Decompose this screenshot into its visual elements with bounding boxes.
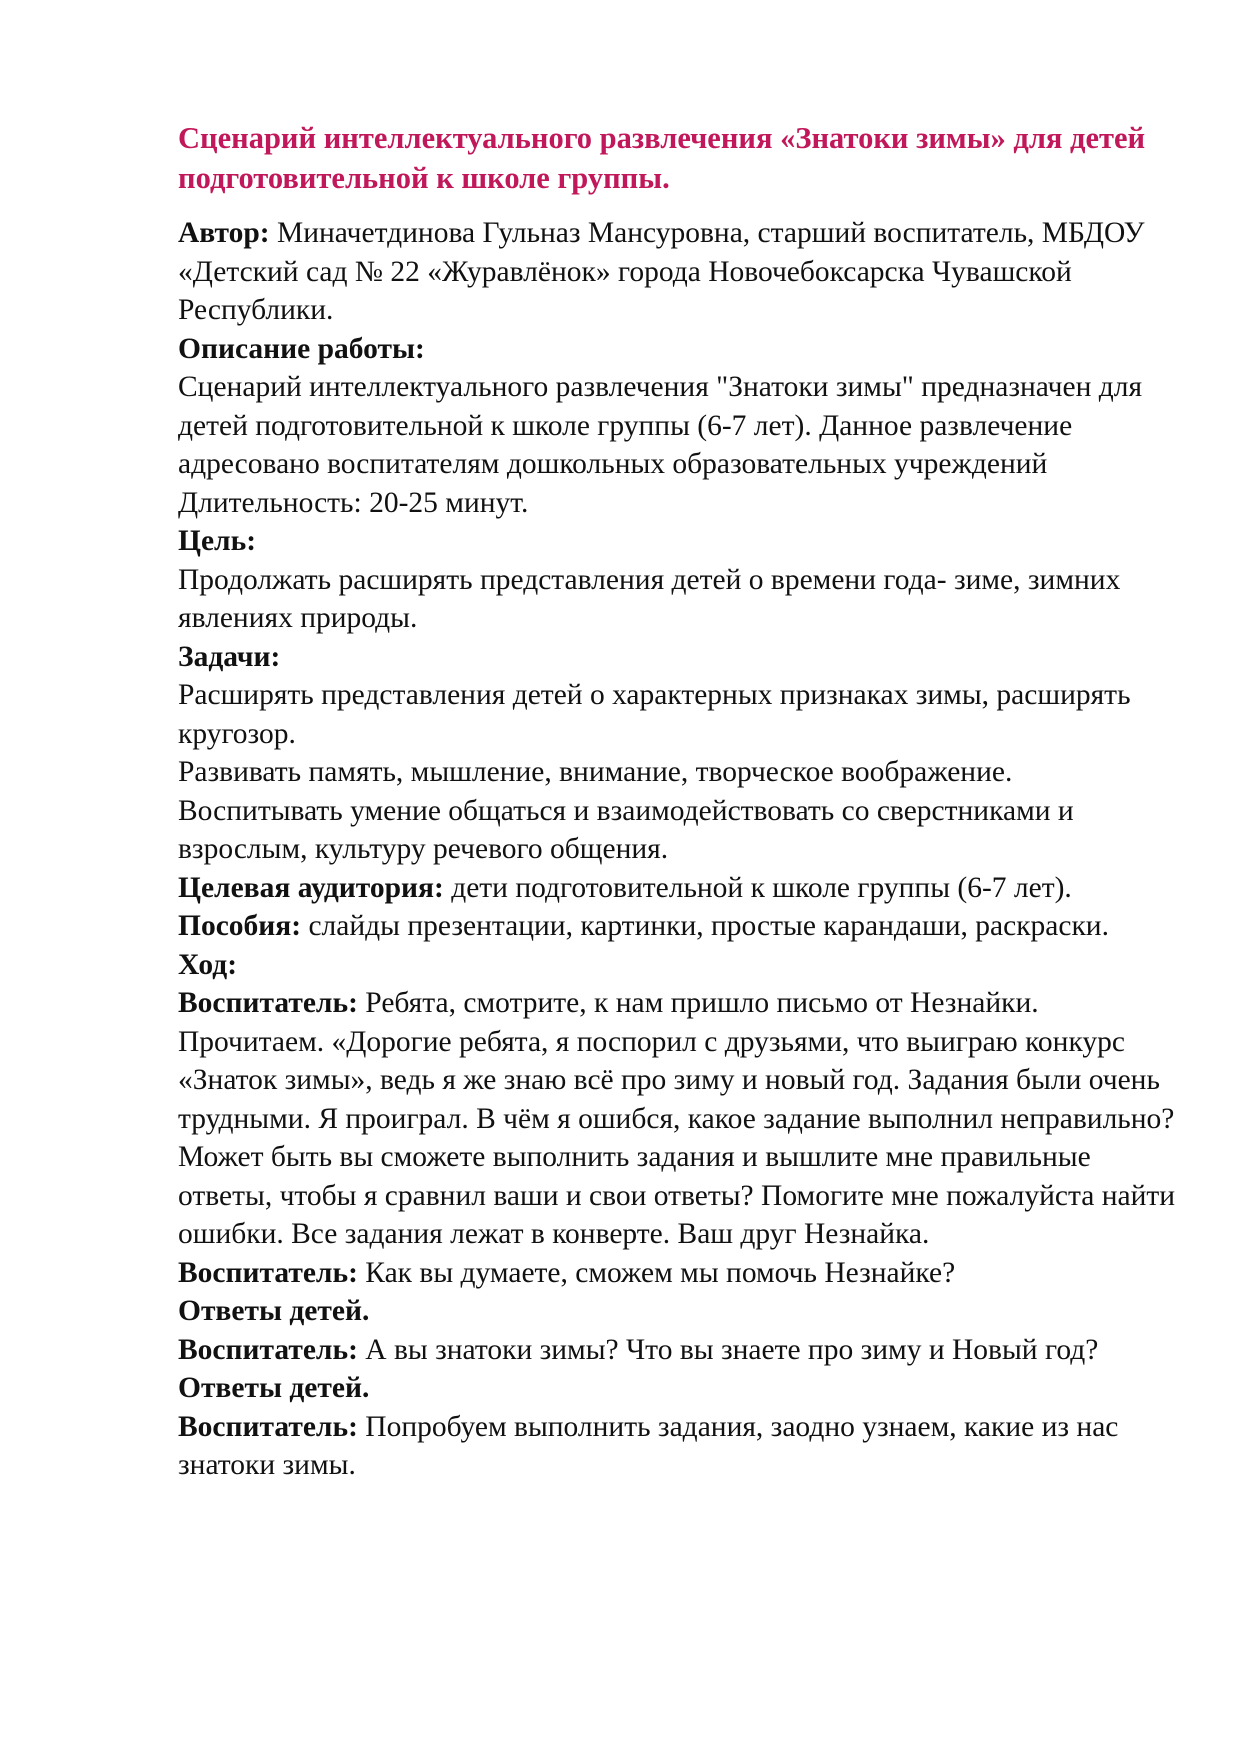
materials-label: Пособия: xyxy=(178,910,302,942)
materials-paragraph xyxy=(178,907,1178,946)
document-content xyxy=(178,118,1178,1485)
speaker-label: Воспитатель: xyxy=(178,1333,358,1366)
audience-text: дети подготовительной к школе группы (6-7 лет). xyxy=(443,871,1072,904)
description-text: Сценарий интеллектуального развлечения "Знатоки зимы" предназначен для детей подготовительной к школе группы (6-7 лет). Данное развлечение адресовано воспитателям дошкольных образовательных учреждений Длительность: 20-25 минут. xyxy=(178,371,1143,519)
goal-text: Продолжать расширять представления детей о времени года- зиме, зимних явлениях природы. xyxy=(178,563,1121,634)
speaker-label: Воспитатель: xyxy=(178,1410,358,1443)
dialogue-line xyxy=(178,1369,1178,1408)
audience-paragraph xyxy=(178,869,1178,908)
speaker-label: Воспитатель: xyxy=(178,1256,358,1289)
speaker-label: Ответы детей. xyxy=(178,1295,370,1327)
task-item: Расширять представления детей о характерных признаках зимы, расширять кругозор. xyxy=(178,679,1131,750)
dialogue-line xyxy=(178,1292,1178,1331)
author-text: Миначетдинова Гульназ Мансуровна, старший воспитатель, МБДОУ «Детский сад № 22 «Журавлёнок» города Новочебоксарска Чувашской Республики. xyxy=(178,217,1145,326)
dialogue-line xyxy=(178,1408,1178,1485)
dialogue-text: А вы знатоки зимы? Что вы знаете про зиму и Новый год? xyxy=(357,1333,1099,1366)
dialogue-line xyxy=(178,1254,1178,1293)
materials-text: слайды презентации, картинки, простые карандаши, раскраски. xyxy=(301,910,1109,942)
author-label: Автор: xyxy=(178,217,270,249)
dialogue-text: Попробуем выполнить задания, заодно узнаем, какие из нас знатоки зимы. xyxy=(178,1410,1119,1481)
audience-label: Целевая аудитория: xyxy=(178,871,444,904)
dialogue-text: Как вы думаете, сможем мы помочь Незнайке? xyxy=(357,1256,956,1289)
document-body xyxy=(178,214,1178,1485)
progress-heading: Ход: xyxy=(178,948,238,981)
tasks-heading: Задачи: xyxy=(178,640,281,673)
speaker-label: Ответы детей. xyxy=(178,1372,370,1404)
dialogue-line xyxy=(178,1331,1178,1370)
task-item: Воспитывать умение общаться и взаимодействовать со сверстниками и взрослым, культуру речевого общения. xyxy=(178,794,1074,865)
author-paragraph xyxy=(178,214,1178,330)
task-item: Развивать память, мышление, внимание, творческое воображение. xyxy=(178,756,1013,788)
description-heading: Описание работы: xyxy=(178,332,425,365)
document-title: Сценарий интеллектуального развлечения «Знатоки зимы» для детей подготовительной к школе группы. xyxy=(178,121,1146,195)
speaker-label: Воспитатель: xyxy=(178,987,358,1019)
dialogue-text: Ребята, смотрите, к нам пришло письмо от Незнайки. Прочитаем. «Дорогие ребята, я поспорил с друзьями, что выиграю конкурс «Знаток зимы», ведь я же знаю всё про зиму и новый год. Задания были очень трудными. Я проиграл. В чём я ошибся, какое задание выполнил неправильно? Может быть вы сможете выполнить задания и вышлите мне правильные ответы, чтобы я сравнил ваши и свои ответы? Помогите мне пожалуйста найти ошибки. Все задания лежат в конверте. Ваш друг Незнайка. xyxy=(178,987,1176,1250)
goal-heading: Цель: xyxy=(178,525,257,557)
dialogue-line xyxy=(178,984,1178,1254)
